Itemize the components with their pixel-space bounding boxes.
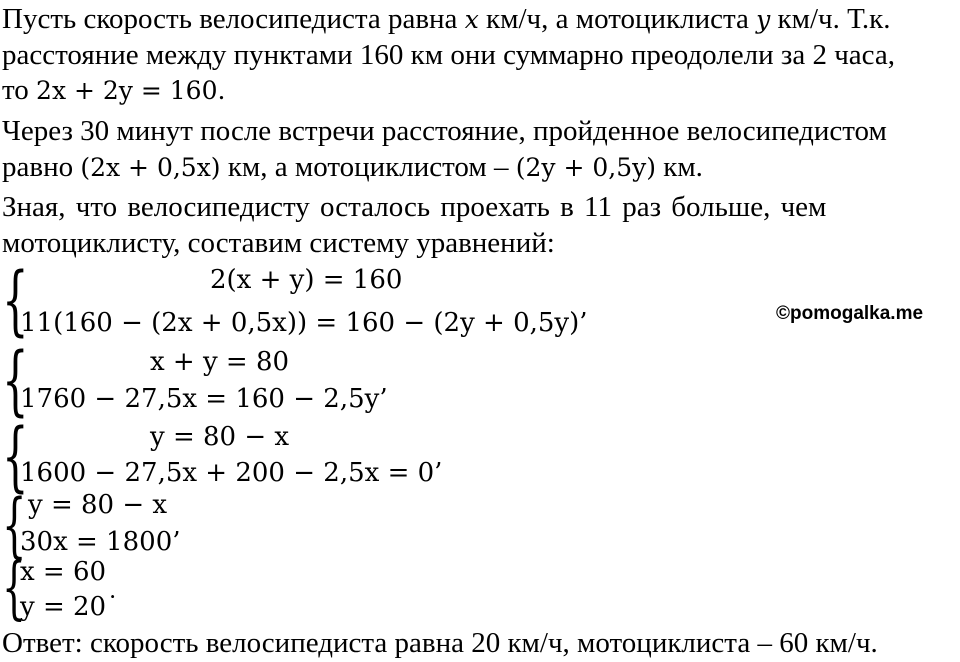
text-segment: км/ч. Т.к. [770,3,891,35]
text-line-6: Зная, что велосипедисту осталось проехать в 11 раз больше, чем [2,191,827,223]
system-5-eq-2: y = 20˙ [20,592,120,622]
math-var: x [464,5,479,34]
system-4-eq-1: y = 80 − x [28,490,168,520]
math-expression: 2x + 2y = 160. [36,76,226,105]
math-expression: (2x + 0,5x) [80,153,221,182]
system-4-eq-2: 30x = 1800’ [20,527,181,557]
math-var: y [756,5,771,34]
text-line-3 [2,73,225,108]
brace-icon: { [2,255,29,344]
text-segment: км/ч, а мотоциклиста [478,3,757,35]
text-line-5 [2,150,703,185]
system-3-eq-1: y = 80 − x [150,422,290,452]
answer-line: Ответ: скорость велосипедиста равна 20 км/ч, мотоциклиста – 60 км/ч. [2,627,878,659]
text-segment: Пусть скорость велосипедиста равна [2,3,465,35]
text-line-2: расстояние между пунктами 160 км они суммарно преодолели за 2 часа, [2,39,896,71]
text-segment: км. [655,151,703,183]
text-segment: равно [2,151,81,183]
math-expression: (2y + 0,5y) [515,153,656,182]
text-line-1 [2,2,891,37]
system-1-eq-2: 11(160 − (2x + 0,5x)) = 160 − (2y + 0,5y)’ [20,308,588,338]
system-3-eq-2: 1600 − 27,5x + 200 − 2,5x = 0’ [20,458,443,488]
brace-icon: { [2,484,27,566]
watermark: ©pomogalka.me [776,303,924,324]
text-segment: то [2,74,37,106]
system-2-eq-1: x + y = 80 [150,347,290,377]
system-5-eq-1: x = 60 [20,557,107,587]
brace-icon: { [2,549,26,628]
system-1-eq-1: 2(x + y) = 160 [210,265,403,295]
text-segment: км, а мотоциклистом – [220,151,516,183]
brace-icon: { [2,335,29,424]
text-line-7: мотоциклисту, составим систему уравнений: [2,227,555,259]
brace-icon: { [2,411,29,500]
text-line-4: Через 30 минут после встречи расстояние, пройденное велосипедистом [2,115,887,147]
system-2-eq-2: 1760 − 27,5x = 160 − 2,5y’ [20,384,388,414]
